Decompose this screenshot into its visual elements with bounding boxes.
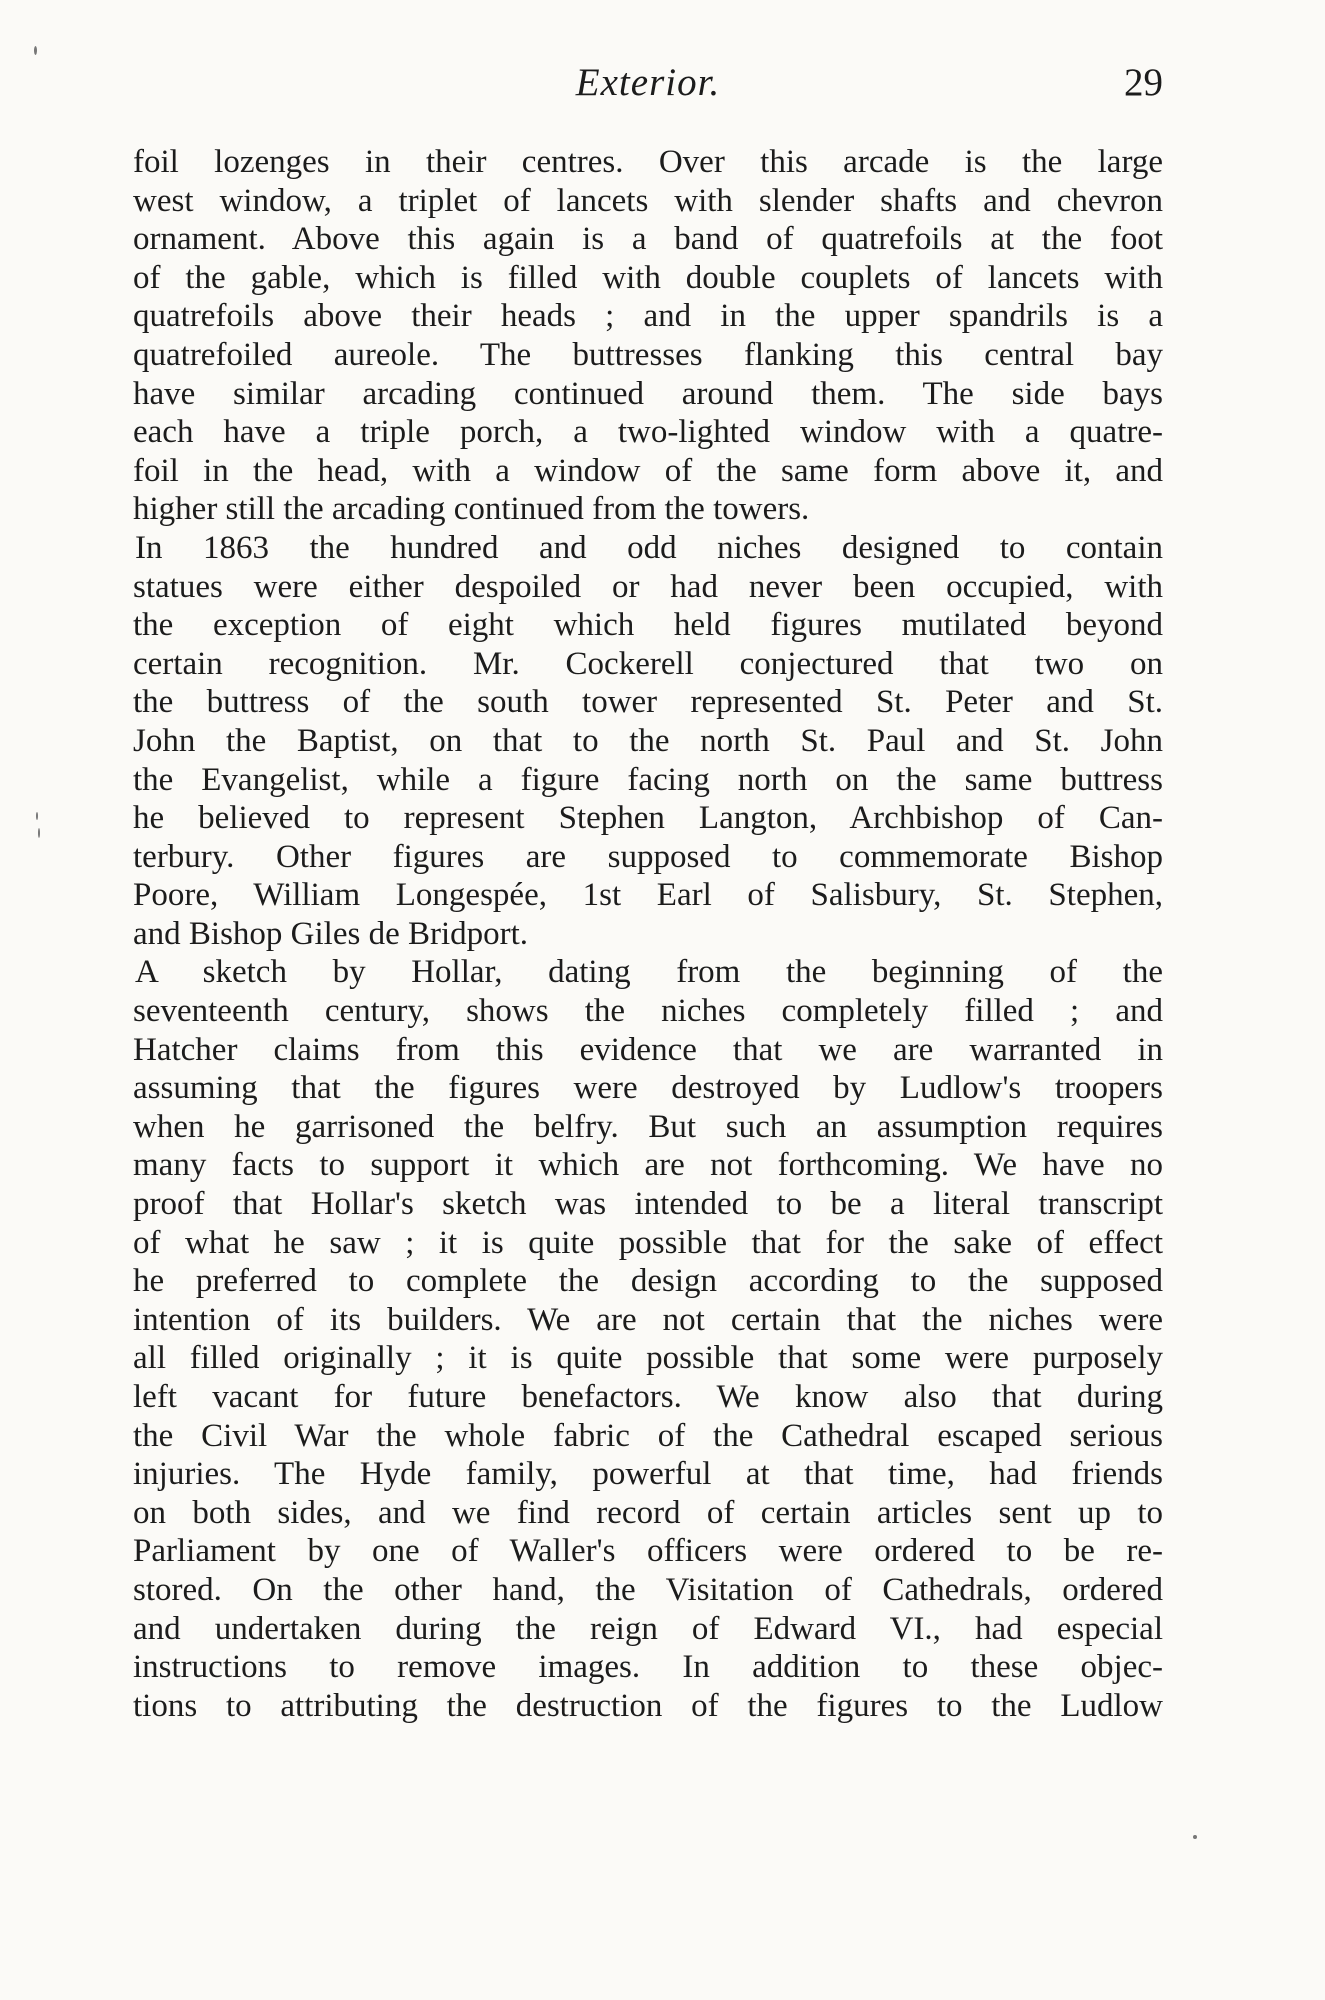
text-line: each have a triple porch, a two-lighted window with a quatre- xyxy=(133,414,1163,451)
text-line: instructions to remove images. In addition to these objec- xyxy=(133,1649,1163,1686)
text-line: terbury. Other figures are supposed to commemorate Bishop xyxy=(133,838,1163,875)
text-line: the Civil War the whole fabric of the Cathedral escaped serious xyxy=(133,1417,1163,1454)
text-line: higher still the arcading continued from the towers. xyxy=(133,491,810,528)
text-line: many facts to support it which are not forthcoming. We have no xyxy=(133,1147,1163,1184)
running-title: Exterior. xyxy=(575,61,721,104)
text-line: on both sides, and we find record of certain articles sent up to xyxy=(133,1494,1163,1531)
text-line: seventeenth century, shows the niches completely filled ; and xyxy=(133,993,1163,1030)
text-line: assuming that the figures were destroyed by Ludlow's troopers xyxy=(133,1070,1163,1107)
text-line: he believed to represent Stephen Langton, Archbishop of Can- xyxy=(133,800,1163,837)
text-line: when he garrisoned the belfry. But such an assumption requires xyxy=(133,1108,1163,1145)
text-line: west window, a triplet of lancets with slender shafts and chevron xyxy=(133,182,1163,219)
text-line: quatrefoiled aureole. The buttresses flanking this central bay xyxy=(133,336,1163,373)
text-line: he preferred to complete the design according to the supposed xyxy=(133,1263,1163,1300)
text-line: Parliament by one of Waller's officers were ordered to be re- xyxy=(133,1533,1163,1570)
text-line: A sketch by Hollar, dating from the beginning of the xyxy=(135,954,1163,991)
text-line: foil lozenges in their centres. Over this arcade is the large xyxy=(133,144,1163,180)
paper-speck xyxy=(1193,1835,1197,1839)
text-line: ornament. Above this again is a band of quatrefoils at the foot xyxy=(133,221,1163,258)
paper-speck xyxy=(36,812,38,820)
text-line: John the Baptist, on that to the north St. Paul and St. John xyxy=(133,722,1163,759)
text-line: left vacant for future benefactors. We know also that during xyxy=(133,1379,1163,1415)
text-line: the Evangelist, while a figure facing north on the same buttress xyxy=(133,761,1163,798)
text-line: stored. On the other hand, the Visitation of Cathedrals, ordered xyxy=(133,1571,1163,1608)
text-line: the exception of eight which held figures mutilated beyond xyxy=(133,607,1163,644)
text-line: all filled originally ; it is quite possible that some were purposely xyxy=(133,1340,1163,1377)
text-line: have similar arcading continued around them. The side bays xyxy=(133,375,1163,412)
text-line: of the gable, which is filled with double couplets of lancets with xyxy=(133,259,1163,296)
text-line: the buttress of the south tower represented St. Peter and St. xyxy=(133,684,1163,721)
text-line: In 1863 the hundred and odd niches designed to contain xyxy=(135,529,1163,566)
text-line: statues were either despoiled or had never been occupied, with xyxy=(133,568,1163,605)
paper-speck xyxy=(34,46,37,55)
text-line: of what he saw ; it is quite possible that for the sake of effect xyxy=(133,1224,1163,1261)
text-line: foil in the head, with a window of the same form above it, and xyxy=(133,452,1163,489)
text-line: Poore, William Longespée, 1st Earl of Salisbury, St. Stephen, xyxy=(133,877,1163,914)
text-line: proof that Hollar's sketch was intended to be a literal transcript xyxy=(133,1186,1163,1223)
text-line: quatrefoils above their heads ; and in the upper spandrils is a xyxy=(133,298,1163,335)
text-line: and undertaken during the reign of Edward VI., had especial xyxy=(133,1610,1163,1647)
text-line: certain recognition. Mr. Cockerell conjectured that two on xyxy=(133,645,1163,682)
text-line: and Bishop Giles de Bridport. xyxy=(133,915,529,952)
running-head xyxy=(133,58,1163,108)
text-line: tions to attributing the destruction of the figures to the Ludlow xyxy=(133,1687,1163,1724)
text-line: intention of its builders. We are not certain that the niches were xyxy=(133,1301,1163,1338)
paper-speck xyxy=(38,828,40,838)
page-number: 29 xyxy=(1124,61,1163,104)
body-text xyxy=(133,143,1163,1725)
text-line: injuries. The Hyde family, powerful at that time, had friends xyxy=(133,1456,1163,1493)
text-line: Hatcher claims from this evidence that we are warranted in xyxy=(133,1031,1163,1068)
